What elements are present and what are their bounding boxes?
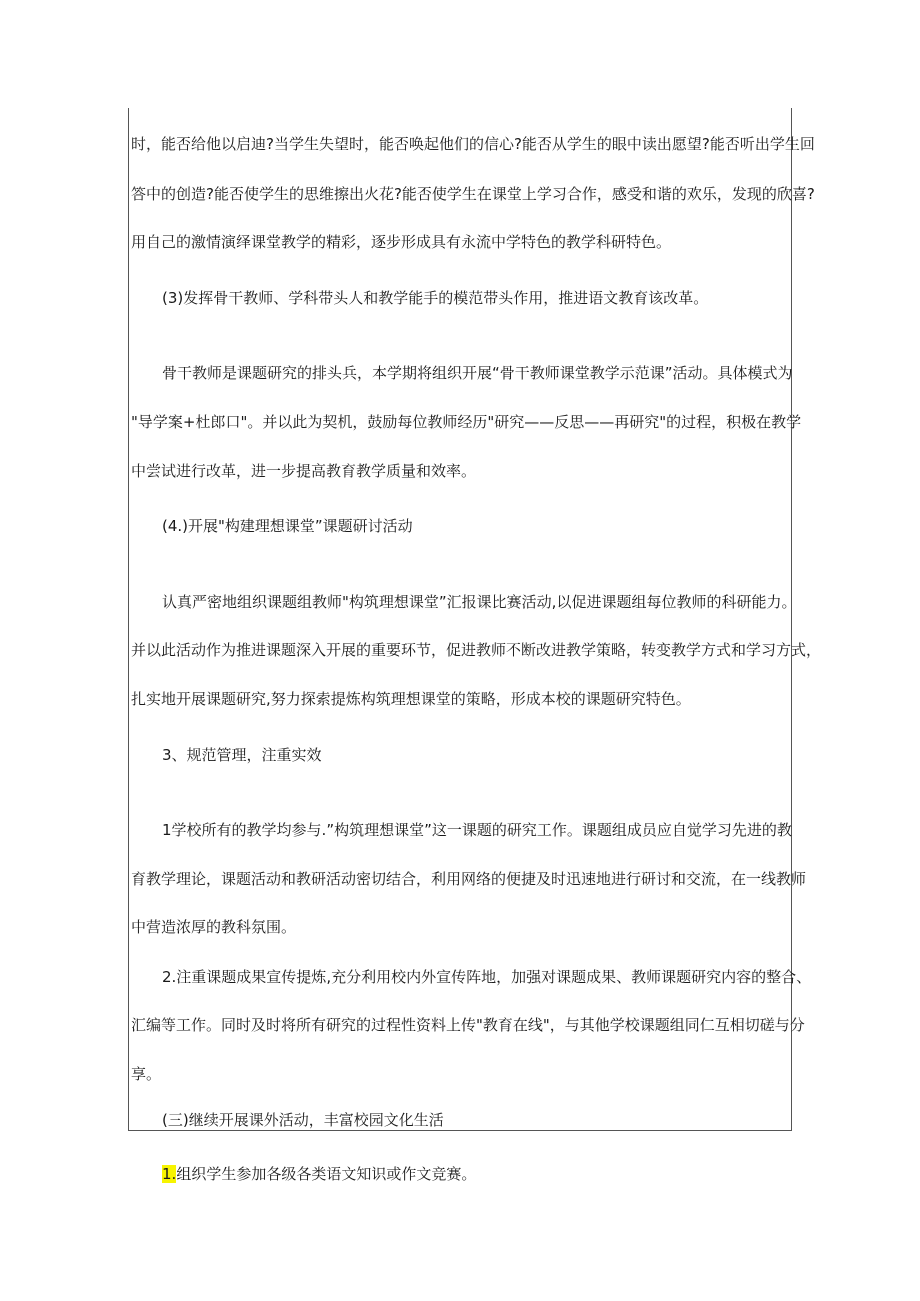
text-line-13: 1学校所有的教学均参与.”构筑理想课堂”这一课题的研究工作。课题组成员应自觉学习先进的教 [162,821,792,839]
text-line-11: 扎实地开展课题研究,努力探索提炼构筑理想课堂的策略，形成本校的课题研究特色。 [131,690,691,708]
text-line-2: 答中的创造?能否使学生的思维擦出火花?能否使学生在课堂上学习合作，感受和谐的欢乐，发现的欣喜? [131,185,815,203]
text-line-15: 中营造浓厚的教科氛围。 [131,918,297,936]
highlighted-number: 1. [162,1165,177,1183]
text-line-17: 汇编等工作。同时及时将所有研究的过程性资料上传"教育在线"，与其他学校课题组同仁互相切磋与分 [131,1016,805,1034]
text-line-14: 育教学理论，课题活动和教研活动密切结合，利用网络的便捷及时迅速地进行研讨和交流，在一线教师 [131,870,807,888]
text-line-16: 2.注重课题成果宣传提炼,充分利用校内外宣传阵地，加强对课题成果、教师课题研究内容的整合、 [162,968,812,986]
after-frame-text: 组织学生参加各级各类语文知识或作文竞赛。 [176,1165,477,1183]
text-line-1: 时，能否给他以启迪?当学生失望时，能否唤起他们的信心?能否从学生的眼中读出愿望?能否听出学生回 [131,135,815,153]
section-heading-manage: 3、规范管理，注重实效 [162,746,322,764]
text-line-9: 认真严密地组织课题组教师"构筑理想课堂”汇报课比赛活动,以促进课题组每位教师的科研能力。 [162,593,797,611]
section-heading-activities: (三)继续开展课外活动，丰富校园文化生活 [162,1111,444,1129]
text-line-18: 享。 [131,1065,162,1083]
section-heading-4: (4.)开展"构建理想课堂”课题研讨活动 [162,517,413,535]
section-heading-3: (3)发挥骨干教师、学科带头人和教学能手的模范带头作用，推进语文教育该改革。 [162,289,709,307]
text-line-10: 并以此活动作为推进课题深入开展的重要环节，促进教师不断改进教学策略，转变教学方式和学习方式， [131,641,822,659]
text-line-5: 骨干教师是课题研究的排头兵，本学期将组织开展“骨干教师课堂教学示范课”活动。具体模式为 [162,364,793,382]
text-line-6: "导学案+杜郎口"。并以此为契机，鼓励每位教师经历"研究——反思——再研究"的过程，积极在教学 [131,413,802,431]
text-line-3: 用自己的激情演绎课堂教学的精彩，逐步形成具有永流中学特色的教学科研特色。 [131,233,672,251]
text-line-7: 中尝试进行改革，进一步提高教育教学质量和效率。 [131,462,477,480]
after-frame-line [162,1164,476,1184]
